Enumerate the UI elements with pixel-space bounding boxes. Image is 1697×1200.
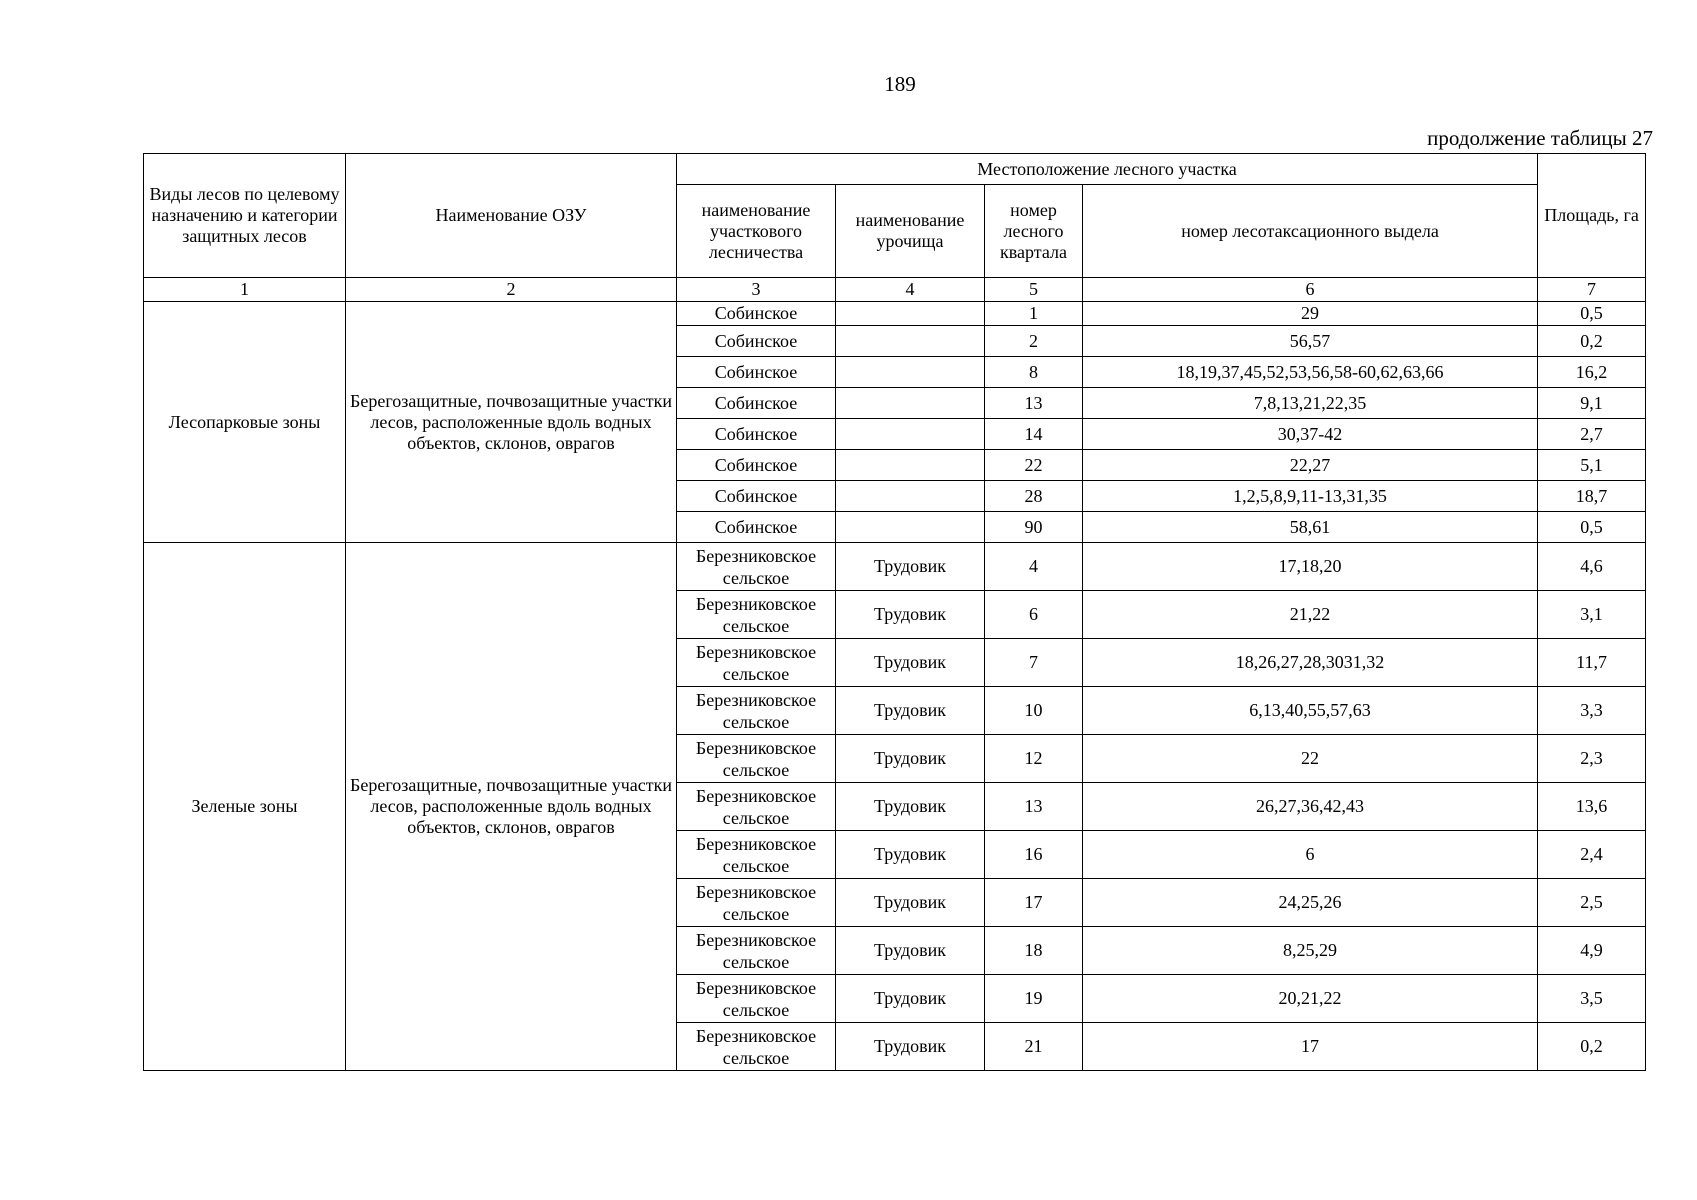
allotment-cell: 17	[1083, 1023, 1538, 1071]
quarter-cell: 1	[985, 302, 1083, 326]
allotment-cell: 22,27	[1083, 450, 1538, 481]
quarter-cell: 14	[985, 419, 1083, 450]
area-cell: 0,2	[1538, 326, 1646, 357]
area-cell: 11,7	[1538, 639, 1646, 687]
allotment-cell: 8,25,29	[1083, 927, 1538, 975]
allotment-cell: 18,19,37,45,52,53,56,58-60,62,63,66	[1083, 357, 1538, 388]
ozu-name-cell: Берегозащитные, почвозащитные участки лесов, расположенные вдоль водных объектов, склонов, оврагов	[346, 543, 677, 1071]
header-location-group: Местоположение лесного участка	[677, 154, 1538, 185]
forestry-cell: Березниковское сельское	[677, 543, 836, 591]
tract-cell	[836, 450, 985, 481]
page-number: 189	[884, 72, 916, 96]
quarter-cell: 90	[985, 512, 1083, 543]
allotment-cell: 7,8,13,21,22,35	[1083, 388, 1538, 419]
tract-cell: Трудовик	[836, 783, 985, 831]
forestry-cell: Березниковское сельское	[677, 639, 836, 687]
quarter-cell: 19	[985, 975, 1083, 1023]
area-cell: 2,3	[1538, 735, 1646, 783]
forest-type-cell: Лесопарковые зоны	[144, 302, 346, 543]
area-cell: 0,5	[1538, 512, 1646, 543]
forestry-cell: Собинское	[677, 481, 836, 512]
column-number: 7	[1538, 278, 1646, 302]
allotment-cell: 22	[1083, 735, 1538, 783]
tract-cell	[836, 388, 985, 419]
quarter-cell: 12	[985, 735, 1083, 783]
quarter-cell: 10	[985, 687, 1083, 735]
header-tract: наименование урочища	[836, 185, 985, 278]
allotment-cell: 6,13,40,55,57,63	[1083, 687, 1538, 735]
quarter-cell: 2	[985, 326, 1083, 357]
column-number-row	[144, 278, 1646, 302]
column-number: 3	[677, 278, 836, 302]
area-cell: 0,5	[1538, 302, 1646, 326]
allotment-cell: 26,27,36,42,43	[1083, 783, 1538, 831]
quarter-cell: 13	[985, 388, 1083, 419]
allotment-cell: 30,37-42	[1083, 419, 1538, 450]
forestry-cell: Березниковское сельское	[677, 831, 836, 879]
tract-cell	[836, 481, 985, 512]
header-quarter: номер лесного квартала	[985, 185, 1083, 278]
allotment-cell: 18,26,27,28,3031,32	[1083, 639, 1538, 687]
allotment-cell: 20,21,22	[1083, 975, 1538, 1023]
forestry-cell: Березниковское сельское	[677, 783, 836, 831]
column-number: 4	[836, 278, 985, 302]
forestry-cell: Собинское	[677, 302, 836, 326]
column-number: 1	[144, 278, 346, 302]
tract-cell: Трудовик	[836, 639, 985, 687]
area-cell: 3,5	[1538, 975, 1646, 1023]
tract-cell	[836, 326, 985, 357]
column-number: 5	[985, 278, 1083, 302]
tract-cell: Трудовик	[836, 975, 985, 1023]
tract-cell: Трудовик	[836, 927, 985, 975]
forestry-cell: Березниковское сельское	[677, 735, 836, 783]
header-allotment: номер лесотаксационного выдела	[1083, 185, 1538, 278]
tract-cell: Трудовик	[836, 879, 985, 927]
forestry-cell: Собинское	[677, 512, 836, 543]
tract-cell	[836, 302, 985, 326]
tract-cell: Трудовик	[836, 831, 985, 879]
forestry-cell: Собинское	[677, 450, 836, 481]
quarter-cell: 21	[985, 1023, 1083, 1071]
forest-type-cell: Зеленые зоны	[144, 543, 346, 1071]
forestry-cell: Березниковское сельское	[677, 975, 836, 1023]
tract-cell: Трудовик	[836, 591, 985, 639]
forestry-cell: Собинское	[677, 419, 836, 450]
area-cell: 2,7	[1538, 419, 1646, 450]
quarter-cell: 4	[985, 543, 1083, 591]
allotment-cell: 6	[1083, 831, 1538, 879]
tract-cell: Трудовик	[836, 543, 985, 591]
header-area: Площадь, га	[1538, 154, 1646, 278]
column-number: 2	[346, 278, 677, 302]
allotment-cell: 17,18,20	[1083, 543, 1538, 591]
forestry-cell: Собинское	[677, 357, 836, 388]
area-cell: 9,1	[1538, 388, 1646, 419]
area-cell: 2,4	[1538, 831, 1646, 879]
allotment-cell: 56,57	[1083, 326, 1538, 357]
table-continuation-label: продолжение таблицы 27	[1427, 126, 1653, 150]
allotment-cell: 24,25,26	[1083, 879, 1538, 927]
quarter-cell: 8	[985, 357, 1083, 388]
area-cell: 0,2	[1538, 1023, 1646, 1071]
forest-table	[143, 153, 1646, 1071]
area-cell: 16,2	[1538, 357, 1646, 388]
quarter-cell: 28	[985, 481, 1083, 512]
column-number: 6	[1083, 278, 1538, 302]
header-district-forestry: наименование участкового лесничества	[677, 185, 836, 278]
tract-cell: Трудовик	[836, 687, 985, 735]
header-ozu-name: Наименование ОЗУ	[346, 154, 677, 278]
tract-cell: Трудовик	[836, 1023, 985, 1071]
table-row	[144, 543, 1646, 591]
allotment-cell: 21,22	[1083, 591, 1538, 639]
area-cell: 5,1	[1538, 450, 1646, 481]
forestry-cell: Березниковское сельское	[677, 687, 836, 735]
quarter-cell: 17	[985, 879, 1083, 927]
ozu-name-cell: Берегозащитные, почвозащитные участки лесов, расположенные вдоль водных объектов, склонов, оврагов	[346, 302, 677, 543]
quarter-cell: 13	[985, 783, 1083, 831]
area-cell: 2,5	[1538, 879, 1646, 927]
allotment-cell: 58,61	[1083, 512, 1538, 543]
area-cell: 3,3	[1538, 687, 1646, 735]
area-cell: 18,7	[1538, 481, 1646, 512]
quarter-cell: 18	[985, 927, 1083, 975]
allotment-cell: 29	[1083, 302, 1538, 326]
area-cell: 13,6	[1538, 783, 1646, 831]
area-cell: 3,1	[1538, 591, 1646, 639]
tract-cell	[836, 419, 985, 450]
quarter-cell: 6	[985, 591, 1083, 639]
area-cell: 4,6	[1538, 543, 1646, 591]
tract-cell	[836, 512, 985, 543]
tract-cell	[836, 357, 985, 388]
forestry-cell: Березниковское сельское	[677, 927, 836, 975]
forestry-cell: Березниковское сельское	[677, 879, 836, 927]
table-row	[144, 302, 1646, 326]
area-cell: 4,9	[1538, 927, 1646, 975]
header-forest-type: Виды лесов по целевому назначению и категории защитных лесов	[144, 154, 346, 278]
quarter-cell: 16	[985, 831, 1083, 879]
allotment-cell: 1,2,5,8,9,11-13,31,35	[1083, 481, 1538, 512]
quarter-cell: 22	[985, 450, 1083, 481]
forestry-cell: Собинское	[677, 388, 836, 419]
forestry-cell: Собинское	[677, 326, 836, 357]
forestry-cell: Березниковское сельское	[677, 1023, 836, 1071]
quarter-cell: 7	[985, 639, 1083, 687]
forestry-cell: Березниковское сельское	[677, 591, 836, 639]
tract-cell: Трудовик	[836, 735, 985, 783]
